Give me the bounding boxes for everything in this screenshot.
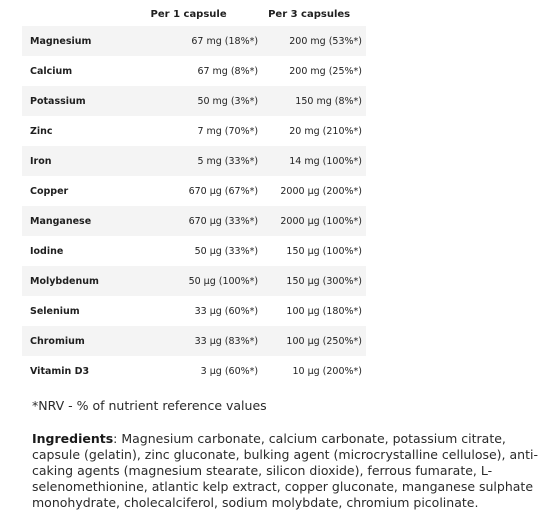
header-per-1-capsule: Per 1 capsule <box>150 8 227 20</box>
per-1-capsule-value: 33 µg (60%*) <box>129 296 265 326</box>
table-row <box>22 266 366 296</box>
nutrient-name: Selenium <box>22 296 129 326</box>
per-3-capsules-value: 10 µg (200%*) <box>264 356 366 386</box>
nutrient-name: Iodine <box>22 236 129 266</box>
table-row <box>22 116 366 146</box>
table-row <box>22 296 366 326</box>
nrv-footnote: *NRV - % of nutrient reference values <box>32 398 267 413</box>
table-body <box>22 26 366 386</box>
nutrient-name: Calcium <box>22 56 129 86</box>
table-row <box>22 356 366 386</box>
per-3-capsules-value: 2000 µg (100%*) <box>264 206 366 236</box>
table-row <box>22 176 366 206</box>
ingredients-text: : Magnesium carbonate, calcium carbonate, potassium citrate, capsule (gelatin), zinc gluconate, bulking agent (microcrystalline cellulose), anti-caking agents (magnesium stearate, silicon dioxide), ferrous fumarate, L-selenomethionine, atlantic kelp extract, copper gluconate, manganese sulphate monohydrate, cholecalciferol, sodium molybdate, chromium picolinate. <box>32 431 538 510</box>
nutrient-name: Iron <box>22 146 129 176</box>
per-3-capsules-value: 200 mg (53%*) <box>264 26 366 56</box>
nutrient-name: Magnesium <box>22 26 129 56</box>
per-1-capsule-value: 67 mg (18%*) <box>129 26 265 56</box>
table-row <box>22 56 366 86</box>
ingredients-paragraph <box>32 431 552 511</box>
table-row <box>22 206 366 236</box>
per-3-capsules-value: 100 µg (180%*) <box>264 296 366 326</box>
per-3-capsules-value: 150 µg (300%*) <box>264 266 366 296</box>
per-3-capsules-value: 200 mg (25%*) <box>264 56 366 86</box>
ingredients-label: Ingredients <box>32 431 114 446</box>
nutrition-table <box>22 2 366 386</box>
per-3-capsules-value: 150 µg (100%*) <box>264 236 366 266</box>
header-nutrient <box>22 2 129 26</box>
nutrient-name: Copper <box>22 176 129 206</box>
per-1-capsule-value: 7 mg (70%*) <box>129 116 265 146</box>
per-1-capsule-value: 3 µg (60%*) <box>129 356 265 386</box>
table-row <box>22 236 366 266</box>
per-1-capsule-value: 50 µg (100%*) <box>129 266 265 296</box>
per-3-capsules-value: 150 mg (8%*) <box>264 86 366 116</box>
header-per-3-capsules: Per 3 capsules <box>268 8 351 20</box>
per-1-capsule-value: 50 mg (3%*) <box>129 86 265 116</box>
per-1-capsule-value: 5 mg (33%*) <box>129 146 265 176</box>
nutrient-name: Zinc <box>22 116 129 146</box>
per-1-capsule-value: 33 µg (83%*) <box>129 326 265 356</box>
per-3-capsules-value: 14 mg (100%*) <box>264 146 366 176</box>
nutrient-name: Potassium <box>22 86 129 116</box>
table-row <box>22 86 366 116</box>
per-1-capsule-value: 670 µg (67%*) <box>129 176 265 206</box>
per-1-capsule-value: 50 µg (33%*) <box>129 236 265 266</box>
table-row <box>22 26 366 56</box>
nutrient-name: Chromium <box>22 326 129 356</box>
table-row <box>22 326 366 356</box>
per-1-capsule-value: 670 µg (33%*) <box>129 206 265 236</box>
per-3-capsules-value: 2000 µg (200%*) <box>264 176 366 206</box>
per-3-capsules-value: 20 mg (210%*) <box>264 116 366 146</box>
nutrient-name: Vitamin D3 <box>22 356 129 386</box>
table-header-row <box>22 2 366 26</box>
nutrient-name: Molybdenum <box>22 266 129 296</box>
table-row <box>22 146 366 176</box>
per-1-capsule-value: 67 mg (8%*) <box>129 56 265 86</box>
per-3-capsules-value: 100 µg (250%*) <box>264 326 366 356</box>
nutrient-name: Manganese <box>22 206 129 236</box>
